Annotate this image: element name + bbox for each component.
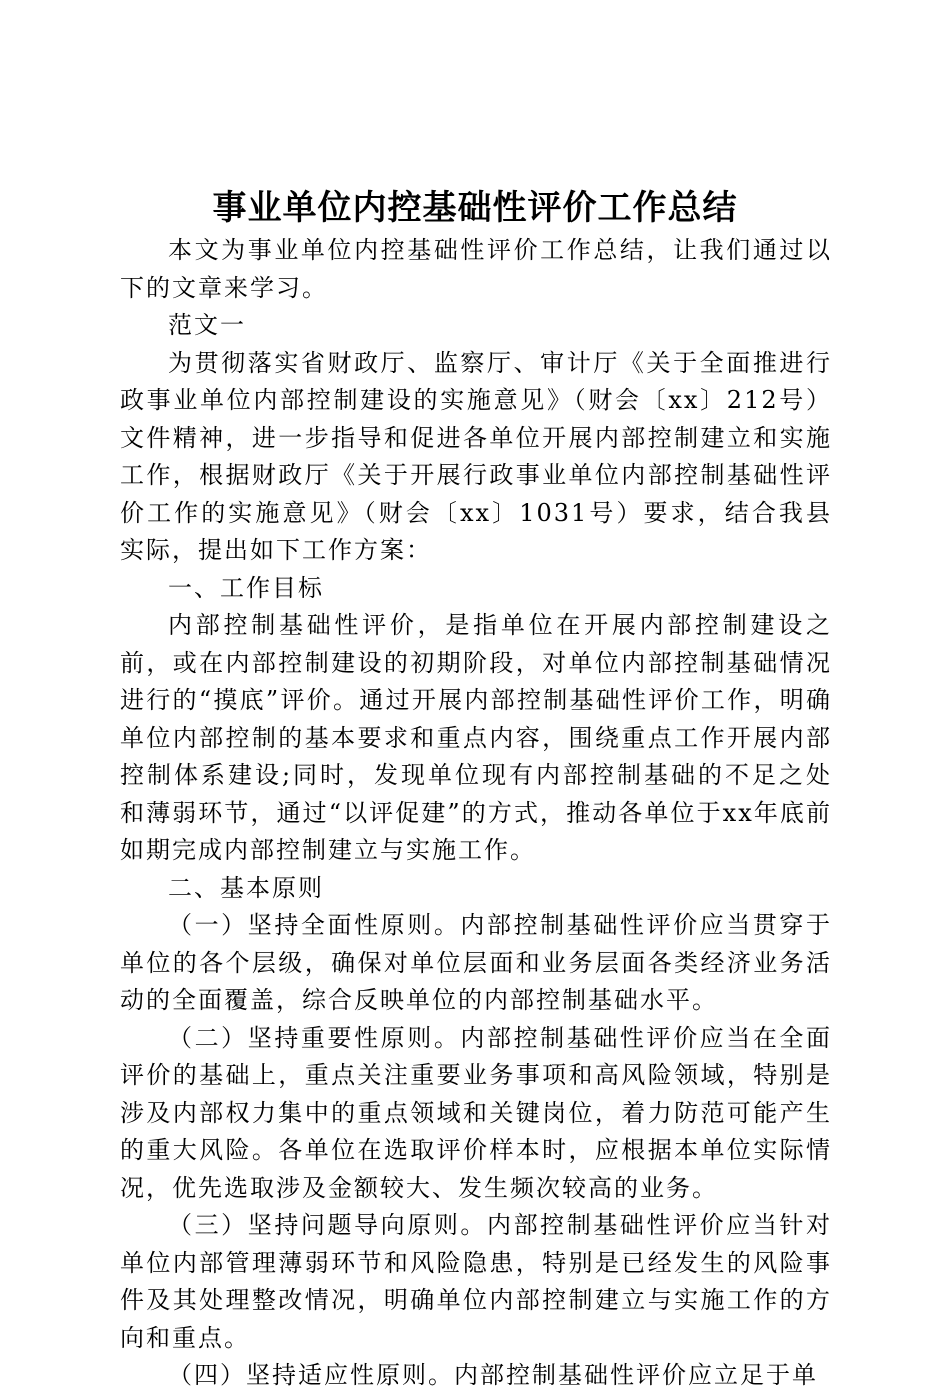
paragraph-intro: 本文为事业单位内控基础性评价工作总结，让我们通过以下的文章来学习。 — [120, 236, 832, 302]
section-heading-goals: 一、工作目标 — [168, 573, 324, 602]
paragraph-principle-3: （三）坚持问题导向原则。内部控制基础性评价应当针对单位内部管理薄弱环节和风险隐患，特别是已经发生的风险事件及其处理整改情况，明确单位内部控制建立与实施工作的方向和重点。 — [120, 1211, 832, 1352]
section-heading-principles: 二、基本原则 — [168, 873, 324, 902]
paragraph-background: 为贯彻落实省财政厅、监察厅、审计厅《关于全面推进行政事业单位内部控制建设的实施意见》（财会〔xx〕212号）文件精神，进一步指导和促进各单位开展内部控制建立和实施工作，根据财政厅《关于开展行政事业单位内部控制基础性评价工作的实施意见》（财会〔xx〕1031号）要求，结合我县实际，提出如下工作方案： — [120, 348, 832, 564]
paragraph-goals: 内部控制基础性评价，是指单位在开展内部控制建设之前，或在内部控制建设的初期阶段，对单位内部控制基础情况进行的“摸底”评价。通过开展内部控制基础性评价工作，明确单位内部控制的基本要求和重点内容，围绕重点工作开展内部控制体系建设;同时，发现单位现有内部控制基础的不足之处和薄弱环节，通过“以评促建”的方式，推动各单位于xx年底前如期完成内部控制建立与实施工作。 — [120, 611, 832, 864]
paragraph-principle-2: （二）坚持重要性原则。内部控制基础性评价应当在全面评价的基础上，重点关注重要业务事项和高风险领域，特别是涉及内部权力集中的重点领域和关键岗位，着力防范可能产生的重大风险。各单位在选取评价样本时，应根据本单位实际情况，优先选取涉及金额较大、发生频次较高的业务。 — [120, 1023, 832, 1202]
paragraph-principle-4: （四）坚持适应性原则。内部控制基础性评价应立足于单 — [168, 1361, 818, 1389]
paragraph-sample-heading: 范文一 — [168, 311, 246, 339]
document-title: 事业单位内控基础性评价工作总结 — [212, 188, 738, 228]
paragraph-principle-1: （一）坚持全面性原则。内部控制基础性评价应当贯穿于单位的各个层级，确保对单位层面和业务层面各类经济业务活动的全面覆盖，综合反映单位的内部控制基础水平。 — [120, 911, 832, 1014]
document-body — [120, 232, 832, 1395]
